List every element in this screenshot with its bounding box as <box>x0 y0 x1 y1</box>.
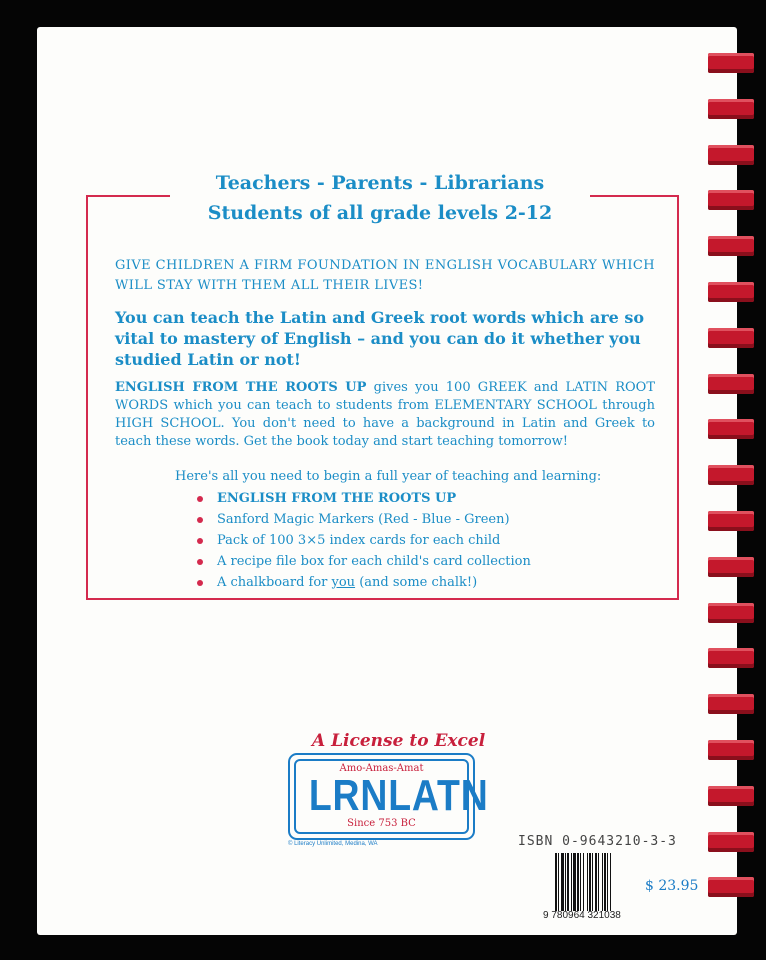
item-text: Pack of 100 3×5 index cards for each child <box>217 533 501 548</box>
list-item <box>195 509 531 530</box>
book-title: ENGLISH FROM THE ROOTS UP <box>115 380 367 395</box>
coil-ring <box>708 740 754 760</box>
bullet-icon <box>197 559 203 565</box>
coil-ring <box>708 832 754 852</box>
list-item <box>195 488 531 509</box>
barcode-icon <box>555 853 633 911</box>
heading-line-1: Teachers - Parents - Librarians <box>215 172 545 194</box>
coil-ring <box>708 99 754 119</box>
barcode-bar <box>592 853 593 911</box>
coil-ring <box>708 374 754 394</box>
barcode-bar <box>577 853 579 911</box>
item-text: (and some chalk!) <box>355 575 478 590</box>
list-item <box>195 572 531 593</box>
plate-bottom-text: Since 753 BC <box>347 818 416 829</box>
item-text: Sanford Magic Markers (Red - Blue - Green) <box>217 512 510 527</box>
coil-ring <box>708 145 754 165</box>
coil-ring <box>708 786 754 806</box>
barcode-bar <box>598 853 599 911</box>
barcode-bar <box>589 853 591 911</box>
coil-ring <box>708 648 754 668</box>
barcode-number: 9 780964 321038 <box>543 910 621 921</box>
isbn-text: ISBN 0-9643210-3-3 <box>518 834 677 849</box>
paragraph-foundation: GIVE CHILDREN A FIRM FOUNDATION IN ENGLISH VOCABULARY WHICH WILL STAY WITH THEM ALL THEIR LIVES! <box>115 258 655 293</box>
bullet-icon <box>197 580 203 586</box>
barcode-bar <box>602 853 603 911</box>
description-text: gives you 100 GREEK and LATIN ROOT WORDS which you can teach to students from ELEMENTARY SCHOOL through HIGH SCHOOL. You don't need to have a background in Latin and Greek to teach these words. Get the book today and start teaching tomorrow! <box>115 380 656 449</box>
coil-ring <box>708 557 754 577</box>
heading-line-2: Students of all grade levels 2-12 <box>207 202 553 224</box>
paragraph-teach-roots: You can teach the Latin and Greek root words which are so vital to mastery of English – and you can do it whether you studied Latin or not! <box>115 308 645 369</box>
coil-ring <box>708 603 754 623</box>
barcode-bar <box>567 853 569 911</box>
coil-ring <box>708 877 754 897</box>
coil-ring <box>708 465 754 485</box>
bullet-icon <box>197 496 203 502</box>
list-item <box>195 530 531 551</box>
coil-ring <box>708 419 754 439</box>
coil-ring <box>708 236 754 256</box>
coil-ring <box>708 328 754 348</box>
license-plate-logo <box>288 753 489 840</box>
item-text: A chalkboard for <box>217 575 332 590</box>
barcode-bar <box>587 853 588 911</box>
plate-main-text: LRNLATN <box>308 771 489 820</box>
barcode-bar <box>558 853 559 911</box>
item-text-underlined: you <box>331 575 356 590</box>
barcode-bar <box>595 853 597 911</box>
barcode-bar <box>583 853 584 911</box>
copyright-text: © Literacy Unlimited, Medina, WA <box>288 841 378 847</box>
coil-ring <box>708 282 754 302</box>
barcode-bar <box>565 853 566 911</box>
barcode-bar <box>571 853 572 911</box>
logo-tagline: A License to Excel <box>312 731 486 751</box>
supplies-list <box>195 488 531 593</box>
barcode-bar <box>607 853 608 911</box>
barcode-bar <box>604 853 606 911</box>
coil-ring <box>708 53 754 73</box>
item-text: ENGLISH FROM THE ROOTS UP <box>217 491 457 506</box>
coil-ring <box>708 190 754 210</box>
bullet-icon <box>197 517 203 523</box>
list-item <box>195 551 531 572</box>
barcode-bar <box>610 853 611 911</box>
barcode-bar <box>561 853 564 911</box>
bullet-icon <box>197 538 203 544</box>
coil-ring <box>708 511 754 531</box>
plate-top-text: Amo-Amas-Amat <box>339 763 424 774</box>
list-intro: Here's all you need to begin a full year of teaching and learning: <box>175 469 602 484</box>
barcode-bar <box>555 853 557 911</box>
audience-heading <box>170 168 590 228</box>
item-text: A recipe file box for each child's card collection <box>217 554 531 569</box>
barcode-bar <box>580 853 581 911</box>
barcode-bar <box>573 853 576 911</box>
coil-ring <box>708 694 754 714</box>
price-label: $ 23.95 <box>645 878 699 894</box>
paragraph-book-description <box>115 379 655 451</box>
